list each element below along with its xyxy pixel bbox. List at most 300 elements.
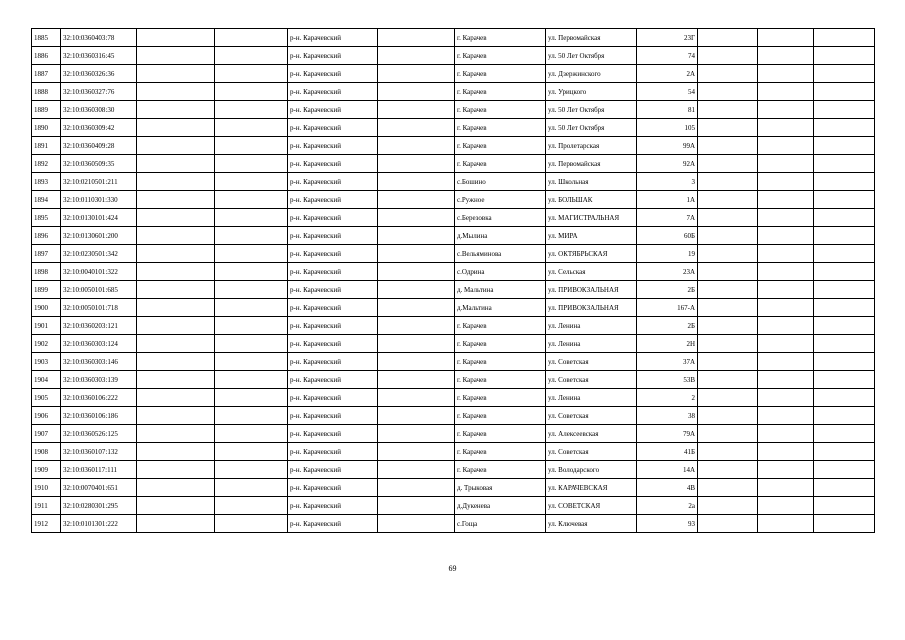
locality-cell: д.Мылина [455, 227, 546, 245]
empty-cell [758, 47, 814, 65]
page-number: 69 [448, 564, 457, 573]
district-cell: р-н. Карачевский [288, 389, 378, 407]
empty-cell [378, 407, 455, 425]
empty-cell [215, 461, 288, 479]
locality-cell: г. Карачев [455, 461, 546, 479]
table-row [32, 119, 875, 137]
empty-cell [378, 47, 455, 65]
empty-cell [758, 137, 814, 155]
house-number-cell: 2Н [637, 335, 698, 353]
table-row [32, 263, 875, 281]
table-row [32, 497, 875, 515]
locality-cell: г. Карачев [455, 443, 546, 461]
row-number-cell: 1904 [32, 371, 61, 389]
locality-cell: г. Карачев [455, 137, 546, 155]
house-number-cell: 37А [637, 353, 698, 371]
table-row [32, 83, 875, 101]
house-number-cell: 74 [637, 47, 698, 65]
street-cell: ул. Советская [546, 443, 637, 461]
empty-cell [215, 263, 288, 281]
cadastral-number-cell: 32:10:0110301:330 [61, 191, 137, 209]
empty-cell [378, 101, 455, 119]
empty-cell [814, 83, 875, 101]
row-number-cell: 1905 [32, 389, 61, 407]
empty-cell [698, 137, 758, 155]
table-row [32, 281, 875, 299]
table-row [32, 173, 875, 191]
house-number-cell: 19 [637, 245, 698, 263]
empty-cell [698, 443, 758, 461]
empty-cell [758, 425, 814, 443]
street-cell: ул. Первомайская [546, 155, 637, 173]
empty-cell [215, 371, 288, 389]
empty-cell [378, 515, 455, 533]
empty-cell [758, 443, 814, 461]
house-number-cell: 105 [637, 119, 698, 137]
district-cell: р-н. Карачевский [288, 29, 378, 47]
row-number-cell: 1886 [32, 47, 61, 65]
district-cell: р-н. Карачевский [288, 425, 378, 443]
house-number-cell: 167-А [637, 299, 698, 317]
district-cell: р-н. Карачевский [288, 173, 378, 191]
row-number-cell: 1906 [32, 407, 61, 425]
empty-cell [698, 497, 758, 515]
empty-cell [698, 479, 758, 497]
cadastral-number-cell: 32:10:0050101:718 [61, 299, 137, 317]
empty-cell [215, 173, 288, 191]
locality-cell: д.Дукенева [455, 497, 546, 515]
empty-cell [758, 353, 814, 371]
empty-cell [378, 29, 455, 47]
row-number-cell: 1903 [32, 353, 61, 371]
empty-cell [814, 209, 875, 227]
cadastral-number-cell: 32:10:0360303:146 [61, 353, 137, 371]
house-number-cell: 41Б [637, 443, 698, 461]
row-number-cell: 1898 [32, 263, 61, 281]
cadastral-number-cell: 32:10:0360526:125 [61, 425, 137, 443]
locality-cell: г. Карачев [455, 425, 546, 443]
street-cell: ул. Ленина [546, 335, 637, 353]
empty-cell [698, 155, 758, 173]
district-cell: р-н. Карачевский [288, 443, 378, 461]
table-row [32, 443, 875, 461]
cadastral-number-cell: 32:10:0360403:78 [61, 29, 137, 47]
row-number-cell: 1900 [32, 299, 61, 317]
empty-cell [137, 29, 215, 47]
empty-cell [137, 209, 215, 227]
empty-cell [137, 173, 215, 191]
empty-cell [215, 281, 288, 299]
empty-cell [137, 263, 215, 281]
empty-cell [137, 443, 215, 461]
street-cell: ул. БОЛЬШАК [546, 191, 637, 209]
empty-cell [137, 83, 215, 101]
empty-cell [215, 425, 288, 443]
empty-cell [814, 425, 875, 443]
cadastral-number-cell: 32:10:0360316:45 [61, 47, 137, 65]
locality-cell: г. Карачев [455, 155, 546, 173]
row-number-cell: 1893 [32, 173, 61, 191]
table-row [32, 335, 875, 353]
empty-cell [814, 461, 875, 479]
empty-cell [698, 191, 758, 209]
locality-cell: г. Карачев [455, 47, 546, 65]
street-cell: ул. Ленина [546, 389, 637, 407]
empty-cell [378, 353, 455, 371]
district-cell: р-н. Карачевский [288, 137, 378, 155]
empty-cell [137, 281, 215, 299]
cadastral-number-cell: 32:10:0070401:651 [61, 479, 137, 497]
house-number-cell: 4В [637, 479, 698, 497]
cadastral-number-cell: 32:10:0360509:35 [61, 155, 137, 173]
empty-cell [698, 173, 758, 191]
district-cell: р-н. Карачевский [288, 497, 378, 515]
row-number-cell: 1887 [32, 65, 61, 83]
empty-cell [215, 497, 288, 515]
district-cell: р-н. Карачевский [288, 515, 378, 533]
district-cell: р-н. Карачевский [288, 299, 378, 317]
locality-cell: г. Карачев [455, 101, 546, 119]
district-cell: р-н. Карачевский [288, 371, 378, 389]
cadastral-number-cell: 32:10:0360309:42 [61, 119, 137, 137]
empty-cell [215, 101, 288, 119]
empty-cell [698, 515, 758, 533]
empty-cell [137, 353, 215, 371]
empty-cell [758, 245, 814, 263]
empty-cell [137, 245, 215, 263]
empty-cell [814, 317, 875, 335]
house-number-cell: 3 [637, 173, 698, 191]
empty-cell [758, 479, 814, 497]
empty-cell [758, 281, 814, 299]
empty-cell [215, 119, 288, 137]
house-number-cell: 23Г [637, 29, 698, 47]
locality-cell: с.Гоща [455, 515, 546, 533]
empty-cell [137, 65, 215, 83]
empty-cell [758, 497, 814, 515]
district-cell: р-н. Карачевский [288, 281, 378, 299]
table-row [32, 29, 875, 47]
empty-cell [378, 443, 455, 461]
row-number-cell: 1895 [32, 209, 61, 227]
row-number-cell: 1908 [32, 443, 61, 461]
district-cell: р-н. Карачевский [288, 209, 378, 227]
empty-cell [698, 317, 758, 335]
empty-cell [378, 137, 455, 155]
empty-cell [758, 209, 814, 227]
house-number-cell: 92А [637, 155, 698, 173]
empty-cell [758, 461, 814, 479]
empty-cell [814, 479, 875, 497]
street-cell: ул. Алексеевская [546, 425, 637, 443]
street-cell: ул. 50 Лет Октября [546, 101, 637, 119]
house-number-cell: 2 [637, 389, 698, 407]
cadastral-number-cell: 32:10:0360308:30 [61, 101, 137, 119]
empty-cell [137, 155, 215, 173]
row-number-cell: 1894 [32, 191, 61, 209]
street-cell: ул. 50 Лет Октября [546, 119, 637, 137]
empty-cell [378, 263, 455, 281]
house-number-cell: 2а [637, 497, 698, 515]
empty-cell [215, 155, 288, 173]
empty-cell [758, 263, 814, 281]
locality-cell: д.Мальтина [455, 299, 546, 317]
empty-cell [698, 227, 758, 245]
empty-cell [698, 335, 758, 353]
locality-cell: г. Карачев [455, 371, 546, 389]
empty-cell [698, 65, 758, 83]
empty-cell [758, 65, 814, 83]
house-number-cell: 99А [637, 137, 698, 155]
empty-cell [814, 281, 875, 299]
empty-cell [698, 47, 758, 65]
empty-cell [137, 101, 215, 119]
house-number-cell: 2Б [637, 281, 698, 299]
row-number-cell: 1896 [32, 227, 61, 245]
empty-cell [378, 173, 455, 191]
empty-cell [814, 173, 875, 191]
table-row [32, 155, 875, 173]
locality-cell: д. Трыковая [455, 479, 546, 497]
table-row [32, 371, 875, 389]
empty-cell [814, 443, 875, 461]
house-number-cell: 1А [637, 191, 698, 209]
street-cell: ул. Ключевая [546, 515, 637, 533]
empty-cell [378, 83, 455, 101]
house-number-cell: 54 [637, 83, 698, 101]
district-cell: р-н. Карачевский [288, 47, 378, 65]
empty-cell [215, 353, 288, 371]
row-number-cell: 1911 [32, 497, 61, 515]
street-cell: ул. Ленина [546, 317, 637, 335]
empty-cell [814, 371, 875, 389]
district-cell: р-н. Карачевский [288, 407, 378, 425]
empty-cell [698, 353, 758, 371]
house-number-cell: 38 [637, 407, 698, 425]
empty-cell [137, 227, 215, 245]
empty-cell [814, 245, 875, 263]
empty-cell [698, 407, 758, 425]
empty-cell [378, 335, 455, 353]
cadastral-number-cell: 32:10:0360117:111 [61, 461, 137, 479]
empty-cell [814, 407, 875, 425]
empty-cell [137, 371, 215, 389]
table-row [32, 191, 875, 209]
street-cell: ул. 50 Лет Октября [546, 47, 637, 65]
empty-cell [758, 371, 814, 389]
empty-cell [137, 119, 215, 137]
locality-cell: д. Мальтина [455, 281, 546, 299]
locality-cell: г. Карачев [455, 83, 546, 101]
empty-cell [378, 317, 455, 335]
cadastral-number-cell: 32:10:0360303:139 [61, 371, 137, 389]
street-cell: ул. ПРИВОКЗАЛЬНАЯ [546, 281, 637, 299]
locality-cell: г. Карачев [455, 389, 546, 407]
street-cell: ул. Сельская [546, 263, 637, 281]
row-number-cell: 1892 [32, 155, 61, 173]
locality-cell: г. Карачев [455, 335, 546, 353]
house-number-cell: 23А [637, 263, 698, 281]
empty-cell [378, 425, 455, 443]
empty-cell [698, 389, 758, 407]
house-number-cell: 79А [637, 425, 698, 443]
locality-cell: г. Карачев [455, 29, 546, 47]
locality-cell: г. Карачев [455, 65, 546, 83]
empty-cell [758, 389, 814, 407]
cadastral-number-cell: 32:10:0360106:186 [61, 407, 137, 425]
street-cell: ул. Пролетарская [546, 137, 637, 155]
empty-cell [814, 137, 875, 155]
district-cell: р-н. Карачевский [288, 479, 378, 497]
empty-cell [215, 443, 288, 461]
cadastral-number-cell: 32:10:0130101:424 [61, 209, 137, 227]
empty-cell [378, 245, 455, 263]
empty-cell [814, 299, 875, 317]
street-cell: ул. ПРИВОКЗАЛЬНАЯ [546, 299, 637, 317]
empty-cell [698, 263, 758, 281]
empty-cell [758, 155, 814, 173]
district-cell: р-н. Карачевский [288, 317, 378, 335]
empty-cell [698, 281, 758, 299]
empty-cell [215, 407, 288, 425]
empty-cell [378, 155, 455, 173]
street-cell: ул. МАГИСТРАЛЬНАЯ [546, 209, 637, 227]
table-row [32, 407, 875, 425]
empty-cell [137, 335, 215, 353]
cadastral-number-cell: 32:10:0360107:132 [61, 443, 137, 461]
empty-cell [698, 299, 758, 317]
cadastral-number-cell: 32:10:0280301:295 [61, 497, 137, 515]
row-number-cell: 1899 [32, 281, 61, 299]
locality-cell: г. Карачев [455, 317, 546, 335]
cadastral-number-cell: 32:10:0050101:685 [61, 281, 137, 299]
empty-cell [137, 479, 215, 497]
house-number-cell: 2Б [637, 317, 698, 335]
empty-cell [814, 29, 875, 47]
house-number-cell: 81 [637, 101, 698, 119]
table-row [32, 461, 875, 479]
row-number-cell: 1909 [32, 461, 61, 479]
empty-cell [814, 353, 875, 371]
row-number-cell: 1910 [32, 479, 61, 497]
empty-cell [378, 461, 455, 479]
district-cell: р-н. Карачевский [288, 263, 378, 281]
locality-cell: г. Карачев [455, 407, 546, 425]
row-number-cell: 1889 [32, 101, 61, 119]
cadastral-number-cell: 32:10:0360327:76 [61, 83, 137, 101]
district-cell: р-н. Карачевский [288, 83, 378, 101]
table-row [32, 101, 875, 119]
table-row [32, 515, 875, 533]
empty-cell [698, 461, 758, 479]
empty-cell [698, 83, 758, 101]
cadastral-number-cell: 32:10:0101301:222 [61, 515, 137, 533]
table-row [32, 389, 875, 407]
empty-cell [698, 209, 758, 227]
empty-cell [137, 299, 215, 317]
row-number-cell: 1902 [32, 335, 61, 353]
empty-cell [758, 227, 814, 245]
locality-cell: г. Карачев [455, 119, 546, 137]
locality-cell: с.Ружное [455, 191, 546, 209]
empty-cell [137, 389, 215, 407]
empty-cell [137, 515, 215, 533]
empty-cell [215, 47, 288, 65]
empty-cell [698, 425, 758, 443]
district-cell: р-н. Карачевский [288, 65, 378, 83]
cadastral-number-cell: 32:10:0360326:36 [61, 65, 137, 83]
street-cell: ул. КАРАЧЕВСКАЯ [546, 479, 637, 497]
street-cell: ул. Школьная [546, 173, 637, 191]
district-cell: р-н. Карачевский [288, 155, 378, 173]
empty-cell [137, 47, 215, 65]
row-number-cell: 1901 [32, 317, 61, 335]
registry-table [31, 28, 875, 533]
cadastral-number-cell: 32:10:0360303:124 [61, 335, 137, 353]
row-number-cell: 1897 [32, 245, 61, 263]
empty-cell [814, 515, 875, 533]
street-cell: ул. Дзержинского [546, 65, 637, 83]
row-number-cell: 1891 [32, 137, 61, 155]
empty-cell [758, 101, 814, 119]
empty-cell [758, 515, 814, 533]
locality-cell: с.Одрина [455, 263, 546, 281]
empty-cell [215, 245, 288, 263]
cadastral-number-cell: 32:10:0360106:222 [61, 389, 137, 407]
empty-cell [137, 191, 215, 209]
empty-cell [378, 371, 455, 389]
street-cell: ул. Советская [546, 407, 637, 425]
cadastral-number-cell: 32:10:0210501:211 [61, 173, 137, 191]
house-number-cell: 60Б [637, 227, 698, 245]
cadastral-number-cell: 32:10:0360409:28 [61, 137, 137, 155]
house-number-cell: 53В [637, 371, 698, 389]
empty-cell [215, 191, 288, 209]
empty-cell [378, 281, 455, 299]
district-cell: р-н. Карачевский [288, 227, 378, 245]
row-number-cell: 1890 [32, 119, 61, 137]
empty-cell [137, 425, 215, 443]
street-cell: ул. Первомайская [546, 29, 637, 47]
empty-cell [698, 29, 758, 47]
locality-cell: с.Бошино [455, 173, 546, 191]
empty-cell [758, 173, 814, 191]
empty-cell [698, 119, 758, 137]
district-cell: р-н. Карачевский [288, 353, 378, 371]
empty-cell [215, 479, 288, 497]
empty-cell [378, 299, 455, 317]
empty-cell [814, 119, 875, 137]
empty-cell [215, 137, 288, 155]
empty-cell [215, 227, 288, 245]
empty-cell [758, 317, 814, 335]
empty-cell [758, 335, 814, 353]
table-row [32, 353, 875, 371]
table-row [32, 65, 875, 83]
empty-cell [215, 299, 288, 317]
empty-cell [814, 227, 875, 245]
empty-cell [378, 389, 455, 407]
row-number-cell: 1912 [32, 515, 61, 533]
table-row [32, 47, 875, 65]
empty-cell [215, 335, 288, 353]
street-cell: ул. ОКТЯБРЬСКАЯ [546, 245, 637, 263]
empty-cell [758, 407, 814, 425]
empty-cell [215, 65, 288, 83]
empty-cell [814, 497, 875, 515]
empty-cell [758, 83, 814, 101]
empty-cell [814, 155, 875, 173]
